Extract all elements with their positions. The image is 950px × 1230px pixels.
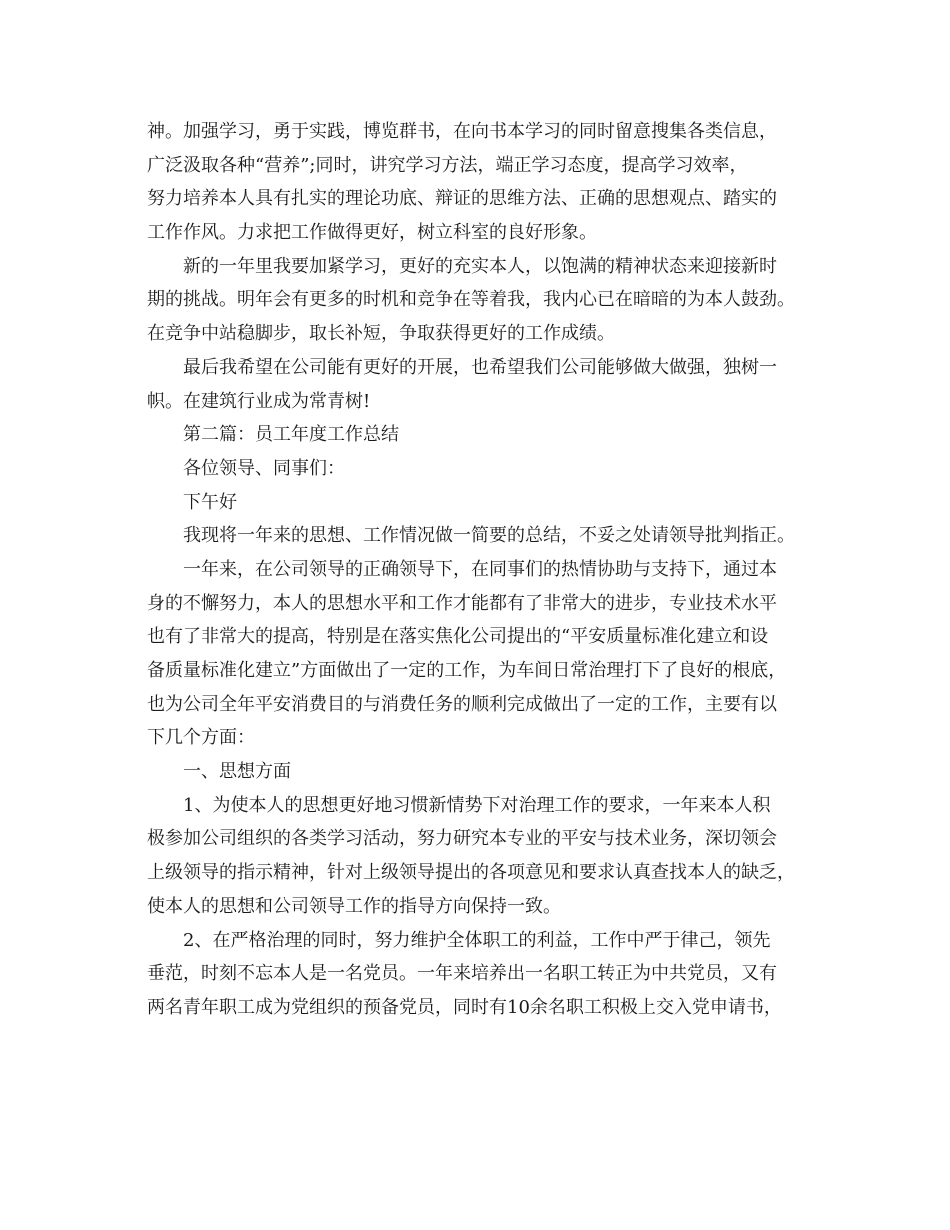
text-line: 身的不懈努力，本人的思想水平和工作才能都有了非常大的进步，专业技术水平 [147, 592, 777, 614]
text-line: 一、思想方面 [183, 761, 291, 783]
text-line: 也为公司全年平安消费目的与消费任务的顺利完成做出了一定的工作，主要有以 [147, 693, 777, 715]
text-line: 新的一年里我要加紧学习，更好的充实本人，以饱满的精神状态来迎接新时 [183, 255, 777, 277]
text-line: 神。加强学习，勇于实践，博览群书，在向书本学习的同时留意搜集各类信息， [147, 121, 777, 142]
text-line: 下几个方面： [147, 727, 255, 749]
text-line: 帜。在建筑行业成为常青树! [147, 390, 371, 412]
text-line: 上级领导的指示精神，针对上级领导提出的各项意见和要求认真查找本人的缺乏， [147, 862, 795, 884]
text-line: 工作作风。力求把工作做得更好，树立科室的良好形象。 [147, 222, 597, 244]
text-line: 期的挑战。明年会有更多的时机和竞争在等着我，我内心已在暗暗的为本人鼓劲。 [147, 289, 795, 311]
text-line: 努力培养本人具有扎实的理论功底、辩证的思维方法、正确的思想观点、踏实的 [147, 188, 777, 210]
text-line: 也有了非常大的提高，特别是在落实焦化公司提出的“平安质量标准化建立和设 [147, 626, 769, 648]
text-line: 广泛汲取各种“营养”;同时，讲究学习方法，端正学习态度，提高学习效率， [147, 154, 748, 176]
text-line: 下午好 [183, 491, 237, 513]
text-line: 最后我希望在公司能有更好的开展，也希望我们公司能够做大做强，独树一 [183, 356, 777, 378]
text-line: 在竞争中站稳脚步，取长补短，争取获得更好的工作成绩。 [147, 323, 615, 345]
text-line: 极参加公司组织的各类学习活动，努力研究本专业的平安与技术业务，深切领会 [147, 828, 777, 850]
text-line: 各位领导、同事们： [183, 457, 345, 479]
text-line: 2、在严格治理的同时，努力维护全体职工的利益，工作中严于律己，领先 [183, 929, 771, 951]
text-line: 使本人的思想和公司领导工作的指导方向保持一致。 [147, 895, 561, 917]
text-line: 两名青年职工成为党组织的预备党员，同时有10余名职工积极上交入党申请书， [147, 996, 782, 1018]
text-line: 第二篇：员工年度工作总结 [183, 424, 399, 446]
document-body [147, 115, 817, 1025]
text-line: 垂范，时刻不忘本人是一名党员。一年来培养出一名职工转正为中共党员，又有 [147, 963, 777, 985]
text-line: 我现将一年来的思想、工作情况做一简要的总结，不妥之处请领导批判指正。 [183, 525, 795, 547]
text-line: 1、为使本人的思想更好地习惯新情势下对治理工作的要求，一年来本人积 [183, 794, 771, 816]
text-line: 备质量标准化建立”方面做出了一定的工作，为车间日常治理打下了良好的根底， [147, 660, 787, 681]
text-line: 一年来，在公司领导的正确领导下，在同事们的热情协助与支持下，通过本 [183, 558, 777, 580]
